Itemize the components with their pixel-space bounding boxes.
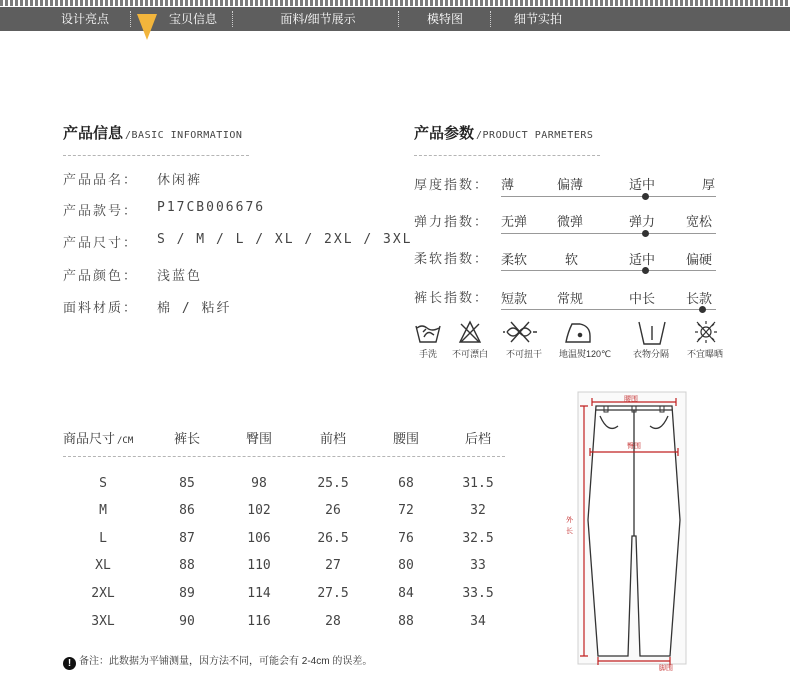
table-cell: 76 bbox=[398, 531, 414, 546]
label-waist: 腰围 bbox=[624, 396, 638, 403]
nav-bar bbox=[0, 7, 790, 31]
nav-item-fabric[interactable]: 面料/细节展示 bbox=[280, 12, 356, 26]
param-option: 微弹 bbox=[557, 214, 584, 229]
param-option: 软 bbox=[565, 252, 579, 267]
info-value-name: 休闲裤 bbox=[157, 173, 203, 188]
product-params-subtitle: /PRODUCT PARMETERS bbox=[476, 130, 594, 141]
warning-icon: ! bbox=[63, 657, 76, 670]
wash-separately-icon bbox=[639, 322, 665, 344]
nav-item-model[interactable]: 模特图 bbox=[426, 12, 463, 26]
care-icons-row bbox=[414, 318, 734, 348]
table-cell-size: 2XL bbox=[91, 586, 115, 601]
table-cell: 116 bbox=[247, 614, 271, 629]
param-option: 薄 bbox=[501, 177, 515, 192]
table-cell: 27.5 bbox=[317, 586, 349, 601]
param-scale-line bbox=[501, 309, 716, 310]
table-cell: 33.5 bbox=[462, 586, 494, 601]
param-label-softness: 柔软指数： bbox=[414, 251, 490, 266]
nav-item-detail-photos[interactable]: 细节实拍 bbox=[513, 12, 562, 26]
info-label-name: 产品品名： bbox=[63, 172, 139, 187]
param-marker bbox=[642, 230, 649, 237]
nav-active-pointer bbox=[137, 14, 157, 40]
no-sun-dry-icon bbox=[695, 321, 717, 343]
param-option: 长款 bbox=[686, 291, 713, 306]
table-cell: 87 bbox=[179, 531, 195, 546]
table-cell: 32 bbox=[470, 503, 486, 518]
table-header-size-label: 商品尺寸 bbox=[63, 431, 116, 446]
nav-item-design[interactable]: 设计亮点 bbox=[60, 12, 109, 26]
no-bleach-icon bbox=[460, 322, 480, 342]
table-cell: 88 bbox=[398, 614, 414, 629]
table-cell-size: M bbox=[99, 503, 107, 518]
param-marker bbox=[642, 193, 649, 200]
table-header: 臀围 bbox=[245, 431, 272, 446]
param-label-elasticity: 弹力指数： bbox=[414, 214, 490, 229]
care-label: 手洗 bbox=[418, 349, 437, 359]
table-header-unit: /CM bbox=[117, 436, 134, 446]
table-cell: 102 bbox=[247, 503, 271, 518]
param-option: 柔软 bbox=[501, 252, 528, 267]
info-label-color: 产品颜色： bbox=[63, 268, 139, 283]
label-outer-length: 外长 bbox=[566, 517, 573, 535]
table-cell: 32.5 bbox=[462, 531, 494, 546]
param-option: 中长 bbox=[629, 291, 656, 306]
product-info-title: 产品信息 bbox=[63, 125, 124, 142]
param-option: 弹力 bbox=[629, 214, 656, 229]
table-cell: 26.5 bbox=[317, 531, 349, 546]
param-option: 常规 bbox=[557, 291, 584, 306]
nav-divider bbox=[232, 11, 233, 27]
table-cell: 80 bbox=[398, 558, 414, 573]
table-header: 前档 bbox=[319, 431, 346, 446]
param-label-length: 裤长指数： bbox=[414, 290, 490, 305]
divider bbox=[63, 456, 505, 457]
divider bbox=[63, 155, 249, 156]
table-cell: 26 bbox=[325, 503, 341, 518]
param-option: 适中 bbox=[629, 252, 656, 267]
table-cell: 89 bbox=[179, 586, 195, 601]
table-cell: 90 bbox=[179, 614, 195, 629]
table-cell: 31.5 bbox=[462, 476, 494, 491]
table-cell: 34 bbox=[470, 614, 486, 629]
table-header: 后档 bbox=[464, 431, 491, 446]
table-cell-size: 3XL bbox=[91, 614, 115, 629]
product-params-heading bbox=[414, 122, 593, 143]
product-info-subtitle: /BASIC INFORMATION bbox=[125, 130, 243, 141]
nav-divider bbox=[130, 11, 131, 27]
table-cell: 114 bbox=[247, 586, 271, 601]
param-option: 适中 bbox=[629, 177, 656, 192]
table-cell: 88 bbox=[179, 558, 195, 573]
param-option: 无弹 bbox=[501, 214, 528, 229]
info-value-size: S / M / L / XL / 2XL / 3XL bbox=[157, 232, 413, 247]
param-label-thickness: 厚度指数： bbox=[414, 177, 490, 192]
care-label: 不宜曝晒 bbox=[686, 349, 723, 359]
label-hip: 臀围 bbox=[627, 443, 641, 450]
care-label: 衣物分隔 bbox=[632, 349, 669, 359]
nav-divider bbox=[398, 11, 399, 27]
param-marker bbox=[699, 306, 706, 313]
top-border bbox=[0, 0, 790, 6]
nav-item-product-info[interactable]: 宝贝信息 bbox=[168, 12, 217, 26]
care-label: 不可扭干 bbox=[505, 349, 542, 359]
info-value-style-number: P17CB006676 bbox=[157, 200, 266, 215]
param-option: 偏薄 bbox=[557, 177, 584, 192]
table-cell-size: S bbox=[99, 476, 107, 491]
table-cell: 72 bbox=[398, 503, 414, 518]
table-cell-size: XL bbox=[95, 558, 111, 573]
note-text: 备注：此数据为平铺测量，因方法不同，可能会有 2-4cm 的误差。 bbox=[79, 656, 373, 667]
param-option: 短款 bbox=[501, 291, 528, 306]
table-cell: 110 bbox=[247, 558, 271, 573]
info-label-style-number: 产品款号： bbox=[63, 203, 139, 218]
nav-divider bbox=[490, 11, 491, 27]
param-scale-line bbox=[501, 196, 716, 197]
table-header: 腰围 bbox=[392, 431, 419, 446]
table-cell: 84 bbox=[398, 586, 414, 601]
table-cell: 85 bbox=[179, 476, 195, 491]
label-hem: 脚围 bbox=[659, 665, 673, 672]
product-params-title: 产品参数 bbox=[414, 125, 475, 142]
divider bbox=[414, 155, 600, 156]
info-value-material: 棉 / 粘纤 bbox=[157, 301, 232, 316]
low-iron-icon bbox=[566, 324, 590, 342]
table-cell: 25.5 bbox=[317, 476, 349, 491]
table-cell: 106 bbox=[247, 531, 271, 546]
no-wring-icon bbox=[503, 322, 537, 342]
table-header-size bbox=[63, 428, 133, 447]
product-info-heading bbox=[63, 122, 242, 143]
table-header: 裤长 bbox=[173, 431, 200, 446]
info-label-material: 面料材质： bbox=[63, 300, 139, 315]
table-cell: 27 bbox=[325, 558, 341, 573]
table-cell: 33 bbox=[470, 558, 486, 573]
table-cell-size: L bbox=[99, 531, 107, 546]
table-cell: 98 bbox=[251, 476, 267, 491]
table-cell: 68 bbox=[398, 476, 414, 491]
param-scale-line bbox=[501, 270, 716, 271]
param-option: 偏硬 bbox=[686, 252, 713, 267]
table-cell: 86 bbox=[179, 503, 195, 518]
care-label: 不可漂白 bbox=[451, 349, 488, 359]
info-value-color: 浅蓝色 bbox=[157, 269, 203, 284]
param-option: 宽松 bbox=[686, 214, 713, 229]
hand-wash-icon bbox=[416, 326, 440, 342]
info-label-size: 产品尺寸： bbox=[63, 235, 139, 250]
param-marker bbox=[642, 267, 649, 274]
param-scale-line bbox=[501, 233, 716, 234]
table-cell: 28 bbox=[325, 614, 341, 629]
note bbox=[63, 652, 372, 670]
care-label: 地温熨120℃ bbox=[558, 349, 612, 359]
param-option: 厚 bbox=[702, 177, 716, 192]
